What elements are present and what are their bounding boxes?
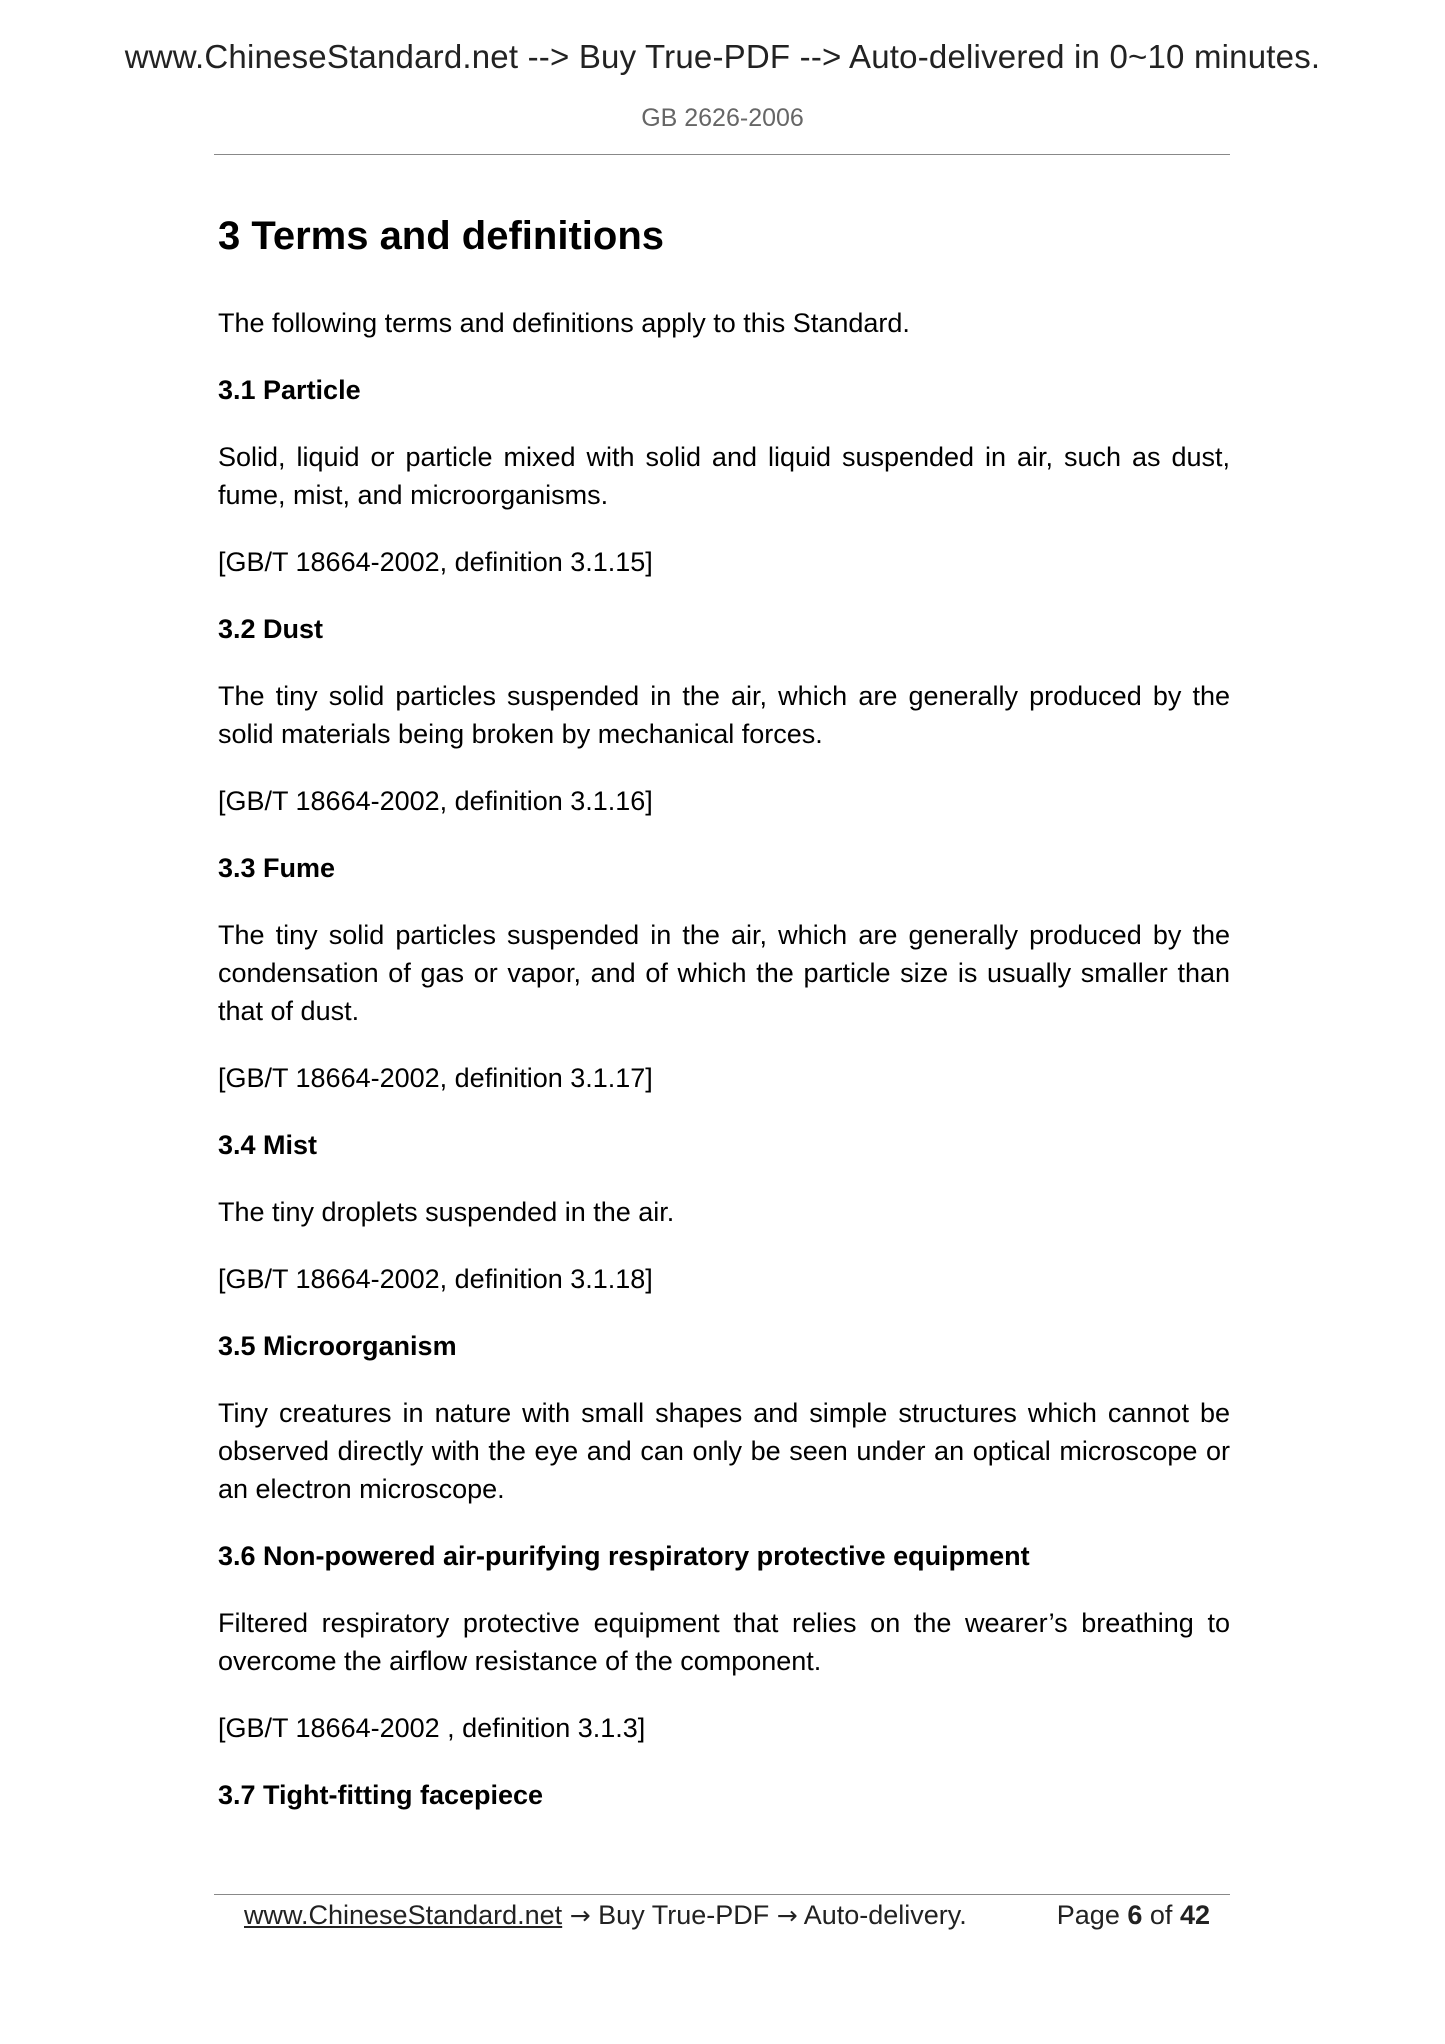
term-3-1 xyxy=(218,371,1230,581)
footer-site-link[interactable]: www.ChineseStandard.net xyxy=(244,1900,563,1930)
term-3-6 xyxy=(218,1537,1230,1747)
term-reference: [GB/T 18664-2002, definition 3.1.16] xyxy=(218,786,653,816)
term-3-5 xyxy=(218,1327,1230,1508)
term-reference: [GB/T 18664-2002, definition 3.1.18] xyxy=(218,1264,653,1294)
term-definition: Solid, liquid or particle mixed with solid and liquid suspended in air, such as dust, fume, mist, and microorganisms. xyxy=(218,442,1230,510)
arrow-right-icon: → xyxy=(569,1901,591,1930)
term-heading: 3.4 Mist xyxy=(218,1130,318,1160)
term-definition: The tiny solid particles suspended in the air, which are generally produced by the solid materials being broken by mechanical forces. xyxy=(218,681,1230,749)
term-heading: 3.3 Fume xyxy=(218,853,336,883)
current-page-number: 6 xyxy=(1127,1900,1143,1930)
term-3-7 xyxy=(218,1776,1230,1814)
term-3-4 xyxy=(218,1126,1230,1298)
term-3-2 xyxy=(218,610,1230,820)
page-footer xyxy=(214,1894,1230,1944)
arrow-right-icon: → xyxy=(776,1901,798,1930)
section-intro: The following terms and definitions apply to this Standard. xyxy=(218,308,910,338)
header-divider xyxy=(214,154,1230,155)
section-title: 3 Terms and definitions xyxy=(218,214,664,258)
term-heading: 3.5 Microorganism xyxy=(218,1331,457,1361)
term-reference: [GB/T 18664-2002, definition 3.1.15] xyxy=(218,547,653,577)
term-definition: Filtered respiratory protective equipment that relies on the wearer’s breathing to overcome the airflow resistance of the component. xyxy=(218,1608,1230,1676)
term-definition: The tiny solid particles suspended in the air, which are generally produced by the condensation of gas or vapor, and of which the particle size is usually smaller than that of dust. xyxy=(218,920,1230,1026)
document-code: GB 2626-2006 xyxy=(641,104,804,132)
term-heading: 3.6 Non-powered air-purifying respiratory protective equipment xyxy=(218,1541,1030,1571)
of-label: of xyxy=(1149,1900,1173,1930)
term-heading: 3.2 Dust xyxy=(218,614,324,644)
footer-buy-text: Buy True-PDF xyxy=(598,1900,770,1930)
term-3-3 xyxy=(218,849,1230,1097)
term-definition: The tiny droplets suspended in the air. xyxy=(218,1197,675,1227)
page-content xyxy=(218,208,1230,1843)
total-page-count: 42 xyxy=(1179,1900,1210,1930)
term-heading: 3.1 Particle xyxy=(218,375,361,405)
footer-promo xyxy=(244,1896,967,1935)
term-definition: Tiny creatures in nature with small shapes and simple structures which cannot be observed directly with the eye and can only be seen under an optical microscope or an electron microscope. xyxy=(218,1398,1230,1504)
footer-delivery-text: Auto-delivery. xyxy=(803,1900,967,1930)
term-reference: [GB/T 18664-2002, definition 3.1.17] xyxy=(218,1063,653,1093)
term-reference: [GB/T 18664-2002 , definition 3.1.3] xyxy=(218,1713,646,1743)
top-banner[interactable]: www.ChineseStandard.net --> Buy True-PDF --> Auto-delivered in 0~10 minutes. xyxy=(124,38,1321,75)
page-label: Page xyxy=(1056,1900,1120,1930)
term-heading: 3.7 Tight-fitting facepiece xyxy=(218,1780,544,1810)
page-indicator xyxy=(1057,1896,1210,1934)
